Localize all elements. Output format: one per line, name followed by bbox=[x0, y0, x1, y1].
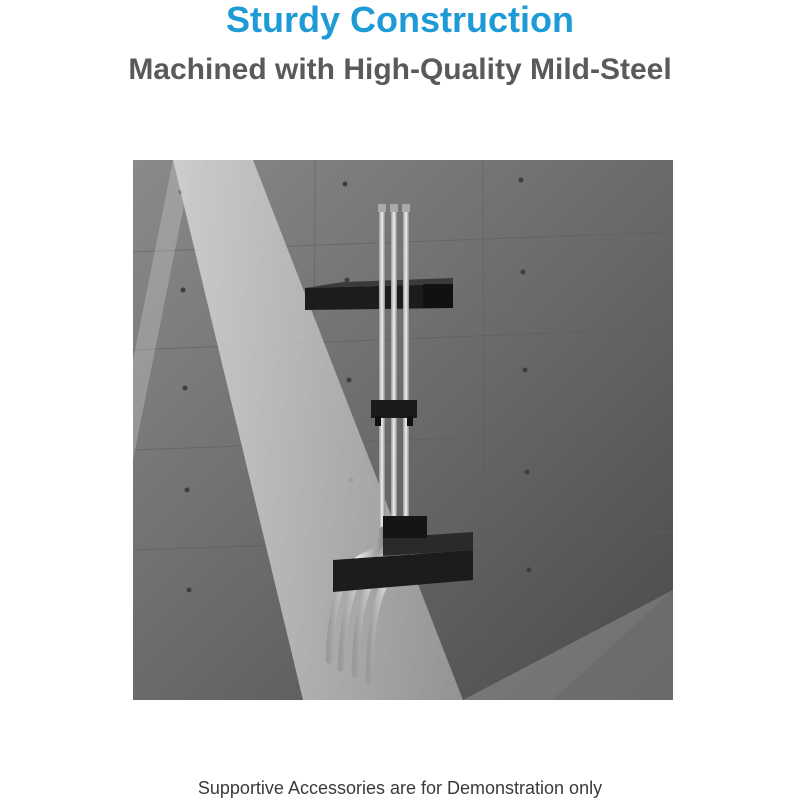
page-subtitle: Machined with High-Quality Mild-Steel bbox=[128, 53, 672, 86]
footer-note: Supportive Accessories are for Demonstration only bbox=[197, 778, 603, 798]
product-photo bbox=[133, 160, 673, 700]
page-title: Sturdy Construction bbox=[226, 0, 574, 40]
vertical-rods bbox=[378, 204, 410, 540]
